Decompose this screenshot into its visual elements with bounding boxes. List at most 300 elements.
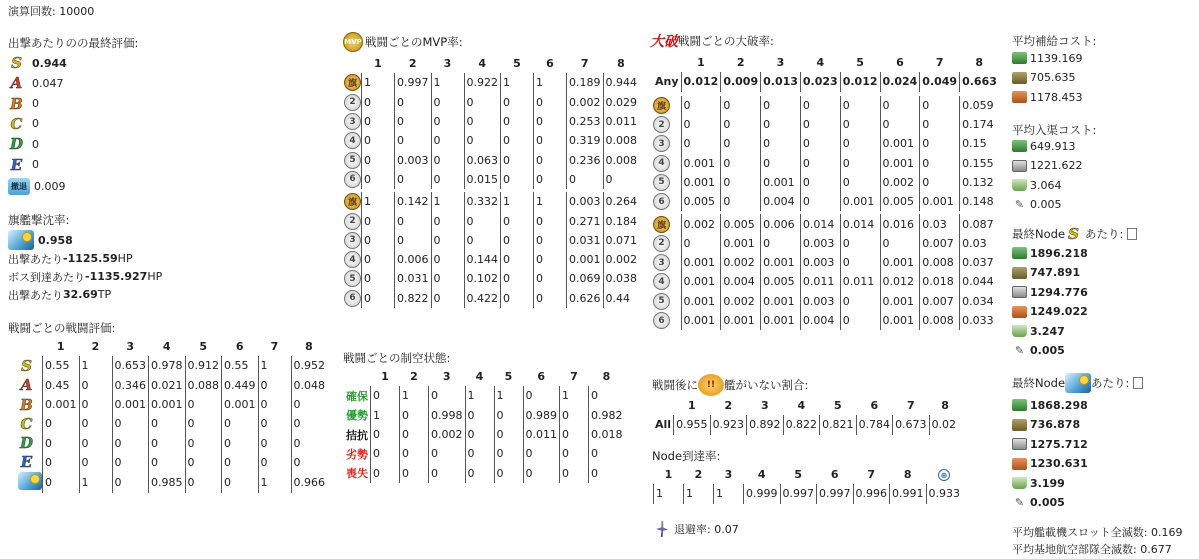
table-cell: 0 (400, 463, 429, 482)
ship-row (653, 214, 999, 233)
table-cell: 0.087 (960, 214, 999, 233)
resource-row (1012, 136, 1076, 156)
table-cell: 0 (501, 250, 534, 269)
final-eval-row (8, 114, 39, 134)
table-cell: 1 (560, 386, 589, 405)
table-cell: 0 (112, 414, 149, 433)
table-cell: 0.822 (783, 415, 820, 434)
resource-row (1012, 263, 1080, 283)
header-corner (18, 337, 43, 356)
table-cell: 0.148 (960, 192, 999, 211)
rank-d-icon: D (19, 434, 33, 453)
table-cell: 0 (501, 112, 534, 131)
column-header: 4 (478, 57, 487, 71)
table-cell: 0 (761, 234, 801, 253)
table-cell: 0.001 (681, 311, 721, 330)
ship-icon-cell (653, 192, 681, 211)
table-cell: 0 (681, 96, 721, 115)
table-cell: 0.001 (880, 153, 920, 172)
column-header: 2 (91, 340, 100, 354)
table-cell: 1 (684, 484, 714, 503)
ship-row (344, 192, 639, 211)
final-eval-value: 0.009 (34, 180, 66, 194)
table-cell: 0 (589, 444, 625, 463)
node-s-title (1012, 224, 1137, 244)
column-header: 7 (270, 340, 279, 354)
table-cell: 0.174 (960, 115, 999, 134)
table-cell: 0 (431, 170, 464, 189)
table-cell: 0.155 (960, 153, 999, 172)
no-ship-row (653, 415, 961, 434)
fuel-icon (1012, 399, 1027, 411)
resource-row (1012, 454, 1088, 474)
table-cell: 1 (654, 484, 684, 503)
ship-6-icon: 6 (653, 312, 670, 329)
table-cell: 0 (431, 150, 464, 169)
fuel-icon (1012, 140, 1027, 152)
table-cell: 0 (494, 444, 523, 463)
ship-2-icon: 2 (653, 235, 670, 252)
table-cell: 0 (395, 93, 432, 112)
table-cell: 0.003 (800, 234, 840, 253)
table-cell: 0.44 (603, 289, 639, 308)
ammo-icon (1012, 419, 1027, 431)
row-icon-cell (18, 433, 43, 452)
ship-3-icon: 3 (344, 113, 361, 130)
table-cell: 0 (464, 93, 501, 112)
flagship-sink-icon (8, 230, 34, 250)
resource-value: 3.247 (1030, 324, 1065, 338)
column-header: 4 (797, 399, 806, 413)
table-cell: 1 (258, 356, 291, 375)
table-cell: 0.673 (893, 415, 930, 434)
final-eval-value: 0 (32, 117, 39, 131)
table-cell: 0.001 (880, 311, 920, 330)
lbas-wipe: 平均基地航空部隊全滅数: 0.677 (1012, 543, 1172, 556)
table-cell: 0.008 (920, 311, 960, 330)
table-cell: 0 (840, 253, 880, 272)
rank-c-icon: C (20, 414, 33, 433)
ship-row (653, 134, 999, 153)
column-header: 1 (664, 468, 673, 482)
air-row (344, 463, 625, 482)
no-ship-title (652, 374, 808, 396)
table-cell: 0.008 (603, 131, 639, 150)
column-header: 5 (794, 468, 803, 482)
air-state-label: 劣勢 (346, 447, 368, 461)
air-row (344, 406, 625, 425)
table-cell: 0.15 (960, 134, 999, 153)
table-cell: 0 (395, 231, 432, 250)
table-cell: 0.997 (780, 484, 817, 503)
steel-icon (1012, 286, 1027, 298)
header-row (344, 54, 639, 73)
table-cell: 0.031 (567, 231, 604, 250)
resource-row (1012, 395, 1088, 415)
table-cell: 0 (362, 112, 395, 131)
air-row (344, 386, 625, 405)
table-cell: 0 (800, 96, 840, 115)
table-cell: 0 (501, 269, 534, 288)
table-cell: 0.005 (761, 272, 801, 291)
table-cell: 0 (465, 444, 494, 463)
table-cell: 0 (291, 414, 327, 433)
table-cell: 0 (589, 463, 625, 482)
table-cell: 0.008 (920, 253, 960, 272)
table-cell: 0.999 (744, 484, 781, 503)
rank-b-icon: B (10, 94, 23, 113)
fuel-icon (1012, 247, 1027, 259)
table-cell: 1 (465, 386, 494, 405)
table-cell: 1 (362, 192, 395, 211)
rank-s-icon: S (11, 54, 22, 72)
table-cell: 0 (258, 376, 291, 395)
rank-s-icon: S (1068, 225, 1079, 243)
resource-row (1012, 493, 1065, 513)
table-cell: 0 (400, 406, 429, 425)
table-cell: 0.784 (856, 415, 893, 434)
damage-per-boss-value: -1135.927 (85, 270, 148, 283)
battle-eval-row (18, 453, 327, 472)
table-cell: 0 (534, 131, 567, 150)
column-header: 1 (381, 370, 389, 384)
table-cell: 1 (501, 192, 534, 211)
table-cell: 0 (721, 134, 761, 153)
table-cell: 0.005 (681, 192, 721, 211)
table-cell: 0.059 (960, 96, 999, 115)
table-cell: 0 (395, 211, 432, 230)
table-cell: 0 (43, 453, 80, 472)
table-cell: 0 (920, 153, 960, 172)
table-cell: 0 (567, 170, 604, 189)
table-cell: 1 (534, 192, 567, 211)
hp-unit: HP (147, 270, 163, 283)
table-cell: 0 (395, 131, 432, 150)
resource-row (1012, 473, 1065, 493)
final-eval-value: 0.047 (32, 76, 64, 90)
ship-3-icon: 3 (653, 135, 670, 152)
table-cell: 0.001 (112, 395, 149, 414)
ship-row (653, 292, 999, 311)
ship-3-icon: 3 (653, 254, 670, 271)
table-cell: 0.001 (920, 192, 960, 211)
table-cell: 0 (431, 131, 464, 150)
air-state-label: 喪失 (346, 467, 368, 481)
column-header: 3 (760, 399, 769, 413)
table-cell: 0.001 (43, 395, 80, 414)
ammo-icon (1012, 267, 1027, 279)
damage-per-boss-label: ボス到達あたり (8, 270, 85, 284)
ship-2-icon: 2 (653, 116, 670, 133)
table-cell: 0 (185, 433, 222, 452)
table-cell: 0.944 (603, 73, 639, 92)
damage-per-boss (8, 268, 162, 285)
ship-6-icon: 6 (344, 290, 361, 307)
table-cell: 0.063 (464, 150, 501, 169)
rank-c-icon: C (10, 114, 23, 133)
ship-4-icon: 4 (653, 273, 670, 290)
column-header: 7 (935, 56, 944, 70)
table-cell: 0 (761, 153, 801, 172)
header-row (653, 396, 961, 415)
escape-label: 退避率: 0.07 (674, 523, 739, 536)
screw-icon: ✎ (1014, 344, 1025, 357)
table-cell: 0.102 (464, 269, 501, 288)
table-cell: 0 (464, 112, 501, 131)
table-cell: 1 (501, 73, 534, 92)
table-cell: 0 (465, 425, 494, 444)
node-reach-title: Node到達率: (652, 449, 721, 463)
table-cell: 0 (112, 472, 149, 493)
table-cell: 0.014 (840, 214, 880, 233)
column-header: 8 (602, 370, 611, 384)
table-cell: 0.892 (747, 415, 784, 434)
table-cell: 0 (501, 211, 534, 230)
table-cell: 0.012 (681, 72, 721, 91)
table-cell: 0.822 (395, 289, 432, 308)
table-cell: 0 (185, 472, 222, 493)
table-cell: 0 (185, 414, 222, 433)
column-header: 6 (537, 370, 546, 384)
table-cell: 0 (371, 444, 400, 463)
table-cell: 0 (431, 211, 464, 230)
table-cell: 0.001 (681, 272, 721, 291)
resource-value: 1275.712 (1030, 437, 1088, 451)
table-cell: 0 (501, 289, 534, 308)
table-cell: 0 (149, 453, 186, 472)
column-header: 8 (941, 399, 949, 413)
ship-icon-cell (344, 131, 362, 150)
ship-icon-cell (653, 96, 681, 115)
column-header: 4 (757, 468, 766, 482)
ship-icon-cell (653, 134, 681, 153)
table-cell: 0.018 (920, 272, 960, 291)
ship-2-icon: 2 (344, 213, 361, 230)
table-cell: 0 (429, 386, 466, 405)
table-cell: 0.001 (761, 253, 801, 272)
table-cell: 0 (465, 406, 494, 425)
table-cell: 0.015 (464, 170, 501, 189)
battle-eval-row (18, 356, 327, 375)
resource-row (1012, 415, 1080, 435)
node-s-title-post: あたり: (1085, 227, 1124, 241)
table-cell: 0.011 (800, 272, 840, 291)
table-cell: 0.978 (149, 356, 186, 375)
column-header: 5 (833, 399, 842, 413)
table-cell: 0.012 (880, 272, 920, 291)
table-cell: 0 (800, 173, 840, 192)
table-cell: 0 (501, 170, 534, 189)
header-corner (653, 396, 674, 415)
no-ship-title-pre: 戦闘後に (652, 378, 698, 392)
table-cell: 0 (534, 231, 567, 250)
resource-value: 1294.776 (1030, 285, 1088, 299)
resource-value: 3.199 (1030, 476, 1065, 490)
table-cell: 0.142 (395, 192, 432, 211)
battle-eval-row (18, 433, 327, 452)
table-cell: 0 (291, 453, 327, 472)
table-cell: 0.044 (960, 272, 999, 291)
table-cell: 0 (721, 115, 761, 134)
ammo-icon (1012, 72, 1027, 84)
table-cell: 0.422 (464, 289, 501, 308)
table-cell: 0.922 (464, 73, 501, 92)
table-cell: 0 (840, 173, 880, 192)
table-cell: 0.001 (567, 250, 604, 269)
ship-row (653, 173, 999, 192)
table-cell: 0 (494, 463, 523, 482)
table-cell: 0 (840, 234, 880, 253)
column-header: 8 (975, 56, 984, 70)
resource-row (1012, 156, 1083, 176)
table-cell: 0 (222, 472, 259, 493)
table-cell: 0.966 (291, 472, 327, 493)
table-cell: 0 (534, 170, 567, 189)
column-header: 3 (443, 57, 452, 71)
table-cell: 0 (371, 463, 400, 482)
table-cell: 0.996 (853, 484, 890, 503)
baux-icon (1012, 458, 1027, 470)
resource-row (1012, 175, 1062, 195)
table-cell: 0 (761, 115, 801, 134)
final-eval-row (8, 94, 39, 114)
table-cell: 0 (534, 211, 567, 230)
table-cell: 0 (840, 153, 880, 172)
ship-6-icon: 6 (344, 171, 361, 188)
table-cell: 0.626 (567, 289, 604, 308)
table-cell: 0.985 (149, 472, 186, 493)
battle-eval-row (18, 414, 327, 433)
flagship-icon: 旗 (344, 74, 361, 91)
resource-value: 1896.218 (1030, 246, 1088, 260)
tp-label: 出撃あたり (8, 288, 63, 302)
ship-icon-cell (344, 231, 362, 250)
table-cell: 0 (362, 170, 395, 189)
table-cell: 0.012 (840, 72, 880, 91)
no-ship-icon: !! (698, 374, 724, 396)
table-cell: 0 (840, 96, 880, 115)
taiha-table (653, 53, 999, 330)
final-eval-row (8, 134, 39, 154)
final-eval-title: 出撃あたりのの最終評価: (8, 36, 139, 50)
table-cell: 0 (431, 93, 464, 112)
final-eval-value: 0.944 (32, 56, 67, 70)
table-cell: 0 (371, 386, 400, 405)
table-cell: 0.002 (880, 173, 920, 192)
table-cell: 1 (431, 73, 464, 92)
column-header: 5 (513, 57, 521, 71)
table-cell: 0.132 (960, 173, 999, 192)
table-cell: 0 (429, 444, 466, 463)
resource-value: 747.891 (1030, 266, 1081, 279)
table-cell: 0.55 (43, 356, 80, 375)
mvp-table (344, 54, 639, 308)
bucket-icon (1012, 477, 1027, 489)
air-state-label: 優勢 (346, 409, 368, 423)
table-cell: 0.319 (567, 131, 604, 150)
table-cell: 0.45 (43, 376, 80, 395)
table-cell: 1 (79, 356, 112, 375)
table-cell: 0 (721, 173, 761, 192)
damage-per-sortie (8, 250, 133, 267)
copy-icon[interactable] (1127, 228, 1137, 240)
tp-per-sortie (8, 286, 111, 303)
table-cell: 0.991 (890, 484, 927, 503)
column-header: 2 (736, 56, 745, 70)
ship-row (653, 115, 999, 134)
row-icon-cell (18, 414, 43, 433)
table-cell: 0.002 (721, 253, 761, 272)
table-cell: 0 (501, 150, 534, 169)
flagship-sink-value: 0.958 (38, 233, 73, 247)
table-cell: 1 (371, 406, 400, 425)
table-cell: 0 (800, 115, 840, 134)
table-cell: 0.002 (721, 292, 761, 311)
table-cell: 0 (362, 250, 395, 269)
table-cell: 0.997 (817, 484, 854, 503)
resource-value: 736.878 (1030, 418, 1081, 431)
table-cell: 0.001 (681, 153, 721, 172)
table-cell: 0 (880, 115, 920, 134)
table-cell: 0 (920, 115, 960, 134)
table-cell: 0 (149, 433, 186, 452)
ship-5-icon: 5 (653, 174, 670, 191)
ship-row (653, 311, 999, 330)
table-cell: 0 (534, 112, 567, 131)
copy-icon[interactable] (1133, 377, 1143, 389)
column-header: 6 (235, 340, 244, 354)
rank-a-icon: A (10, 74, 23, 93)
table-cell: 0.011 (840, 272, 880, 291)
table-cell: 0.016 (880, 214, 920, 233)
table-cell: 0.011 (603, 112, 639, 131)
battle-eval-title: 戦闘ごとの戦闘評価: (8, 321, 116, 335)
column-header: 2 (408, 57, 417, 71)
table-cell: 0.013 (761, 72, 801, 91)
air-title: 戦闘ごとの制空状態: (343, 351, 451, 365)
row-icon-cell (18, 376, 43, 395)
table-cell: 0 (880, 234, 920, 253)
table-cell: 0.997 (395, 73, 432, 92)
table-cell: 0.002 (567, 93, 604, 112)
table-cell: 0.002 (429, 425, 466, 444)
ship-icon-cell (653, 253, 681, 272)
table-cell: 0.001 (880, 292, 920, 311)
resource-row (1012, 243, 1088, 263)
ship-row (344, 112, 639, 131)
node-flag-title (1012, 372, 1143, 394)
table-cell: 1 (79, 472, 112, 493)
taiha-title-text: 戦闘ごとの大破率: (678, 34, 774, 48)
table-cell: 0.024 (880, 72, 920, 91)
ship-4-icon: 4 (653, 155, 670, 172)
rank-e-icon: E (20, 453, 33, 472)
row-label: All (655, 418, 672, 432)
ship-row (653, 153, 999, 172)
rank-d-icon: D (9, 135, 23, 154)
table-cell: 0 (431, 250, 464, 269)
ship-row (344, 211, 639, 230)
table-cell: 0 (258, 453, 291, 472)
column-header: 6 (896, 56, 904, 70)
table-cell: 0.001 (681, 253, 721, 272)
ship-row (653, 192, 999, 211)
table-cell: 0.037 (960, 253, 999, 272)
table-cell: 0.002 (681, 214, 721, 233)
ship-icon-cell (344, 93, 362, 112)
boss-node-icon: ⊕ (938, 469, 950, 481)
table-cell: 1 (494, 386, 523, 405)
